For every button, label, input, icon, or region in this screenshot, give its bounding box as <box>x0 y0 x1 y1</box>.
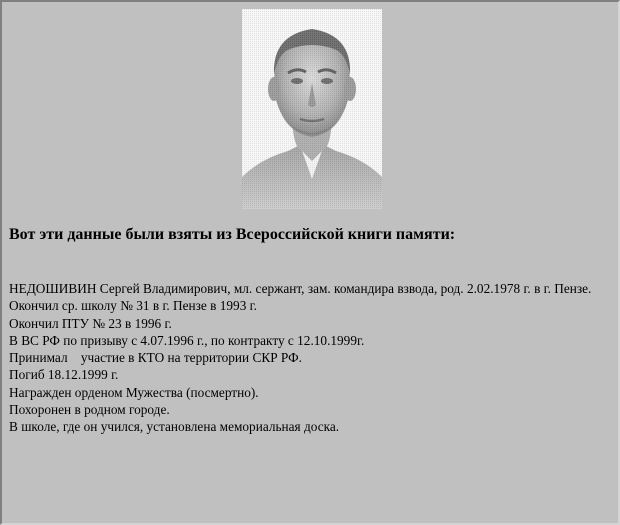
bio-line: Принимал участие в КТО на территории СКР РФ. <box>9 350 302 366</box>
page-heading: Вот эти данные были взяты из Всероссийской книги памяти: <box>9 226 456 243</box>
bio-line: Окончил ПТУ № 23 в 1996 г. <box>9 315 172 331</box>
bio-line: В ВС РФ по призыву с 4.07.1996 г., по контракту с 12.10.1999г. <box>9 332 365 348</box>
bio-line: Награжден орденом Мужества (посмертно). <box>9 384 259 400</box>
bio-line: Погиб 18.12.1999 г. <box>9 367 119 383</box>
bio-line: В школе, где он учился, установлена мемориальная доска. <box>9 419 340 435</box>
portrait-image <box>242 9 382 209</box>
portrait-photo <box>242 9 382 209</box>
bio-text <box>9 280 615 436</box>
bio-line: Похоронен в родном городе. <box>9 402 170 418</box>
bio-line: НЕДОШИВИН Сергей Владимирович, мл. сержант, зам. командира взвода, род. 2.02.1978 г. в г. Пензе. <box>9 281 592 296</box>
bio-line: Окончил ср. школу № 31 в г. Пензе в 1993 г. <box>9 298 257 314</box>
